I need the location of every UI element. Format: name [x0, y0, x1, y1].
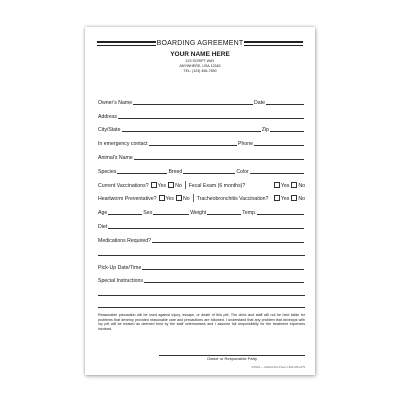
heartworm-no-label: No	[183, 196, 190, 202]
city-row	[98, 126, 305, 133]
breed-label: Breed	[168, 169, 183, 175]
current-vaccinations-label: Current Vaccinations?	[98, 183, 149, 189]
special-extra-line-2[interactable]	[98, 307, 305, 308]
tracheo-no-checkbox[interactable]	[291, 195, 297, 201]
weight-label: Weight	[190, 210, 207, 216]
fecal-no-label: No	[298, 183, 305, 189]
date-field[interactable]	[266, 104, 304, 105]
owners-name-field[interactable]	[133, 104, 253, 105]
animals-name-field[interactable]	[134, 159, 304, 160]
company-block	[85, 51, 315, 74]
pickup-label: Pick-Up Date/Time	[98, 265, 142, 271]
company-phone: TEL: (123) 456-7890	[183, 69, 217, 73]
vaccinations-yes-checkbox[interactable]	[151, 182, 157, 188]
species-field[interactable]	[117, 173, 167, 174]
form-title: BOARDING AGREEMENT	[156, 40, 244, 47]
fecal-no-checkbox[interactable]	[291, 182, 297, 188]
color-field[interactable]	[250, 173, 304, 174]
tracheo-yes-label: Yes	[280, 196, 290, 202]
color-label: Color	[236, 169, 249, 175]
form-footer: 6/15/21 — Medical Arts Press 1-800-328-2179	[251, 366, 305, 369]
fecal-yes-label: Yes	[280, 183, 290, 189]
sex-label: Sex	[143, 210, 153, 216]
medications-label: Medications Required?	[98, 238, 152, 244]
weight-field[interactable]	[207, 214, 241, 215]
emergency-row	[98, 140, 305, 147]
medications-row	[98, 237, 305, 244]
tracheo-yes-checkbox[interactable]	[274, 195, 280, 201]
heartworm-row	[98, 195, 305, 202]
boarding-agreement-sheet	[85, 27, 315, 375]
fecal-yes-checkbox[interactable]	[274, 182, 280, 188]
address-row	[98, 113, 305, 120]
heartworm-no-checkbox[interactable]	[176, 195, 182, 201]
fecal-exam-label: Fecal Exam (6 months)?	[188, 183, 246, 189]
heartworm-divider	[193, 194, 194, 202]
company-address1: 123 SCRIPT WAY	[185, 59, 215, 63]
emergency-contact-field[interactable]	[149, 145, 237, 146]
diet-row	[98, 223, 305, 230]
temp-field[interactable]	[257, 214, 304, 215]
owners-name-label: Owner's Name	[98, 100, 133, 106]
animal-name-row	[98, 154, 305, 161]
vaccinations-no-checkbox[interactable]	[168, 182, 174, 188]
temp-label: Temp.	[242, 210, 257, 216]
vaccinations-yes-label: Yes	[157, 183, 167, 189]
special-instructions-field[interactable]	[144, 282, 304, 283]
age-label: Age	[98, 210, 108, 216]
breed-field[interactable]	[183, 173, 235, 174]
zip-field[interactable]	[270, 131, 304, 132]
medications-extra-line[interactable]	[98, 255, 305, 256]
vaccination-row	[98, 182, 305, 189]
phone-field[interactable]	[254, 145, 304, 146]
species-label: Species	[98, 169, 117, 175]
address-label: Address	[98, 114, 118, 120]
diet-label: Diet	[98, 224, 108, 230]
heartworm-yes-checkbox[interactable]	[159, 195, 165, 201]
heartworm-label: Heartworm Preventative?	[98, 196, 157, 202]
age-field[interactable]	[108, 214, 142, 215]
liability-disclaimer: Reasonable precaution will be used against injury, escape, or death of this pet. The clinic and staff will not be held liable for problems that develop provided reasonable care and precautions are followed. I understand that any problem that develops with my pet will be treated as deemed best by the staff veterinarians and I assume full responsibility for the treatment expenses involved.	[98, 313, 305, 331]
special-extra-line-1[interactable]	[98, 295, 305, 296]
title-row	[97, 39, 303, 49]
city-state-field[interactable]	[122, 131, 261, 132]
sex-field[interactable]	[153, 214, 189, 215]
medications-field[interactable]	[152, 242, 304, 243]
pickup-row	[98, 264, 305, 271]
zip-label: Zip	[261, 127, 269, 133]
pickup-field[interactable]	[142, 269, 304, 270]
owner-row	[98, 99, 305, 106]
vitals-row	[98, 209, 305, 216]
species-row	[98, 168, 305, 175]
emergency-contact-label: In emergency contact	[98, 141, 148, 147]
phone-label: Phone	[237, 141, 253, 147]
vaccination-divider	[185, 181, 186, 189]
special-row	[98, 277, 305, 284]
vaccinations-no-label: No	[175, 183, 182, 189]
tracheobronchitis-label: Tracheobronchitis Vaccination?	[196, 196, 269, 202]
special-instructions-label: Special Instructions	[98, 278, 143, 284]
signature-label: Owner or Responsible Party	[206, 356, 258, 361]
company-name: YOUR NAME HERE	[170, 51, 230, 58]
date-label: Date	[254, 100, 265, 106]
city-state-label: City/State	[98, 127, 121, 133]
heartworm-yes-label: Yes	[165, 196, 174, 202]
address-field[interactable]	[118, 118, 304, 119]
diet-field[interactable]	[108, 228, 304, 229]
company-address2: ANYWHERE, USA 12345	[179, 64, 221, 68]
tracheo-no-label: No	[298, 196, 305, 202]
animals-name-label: Animal's Name	[98, 155, 133, 161]
